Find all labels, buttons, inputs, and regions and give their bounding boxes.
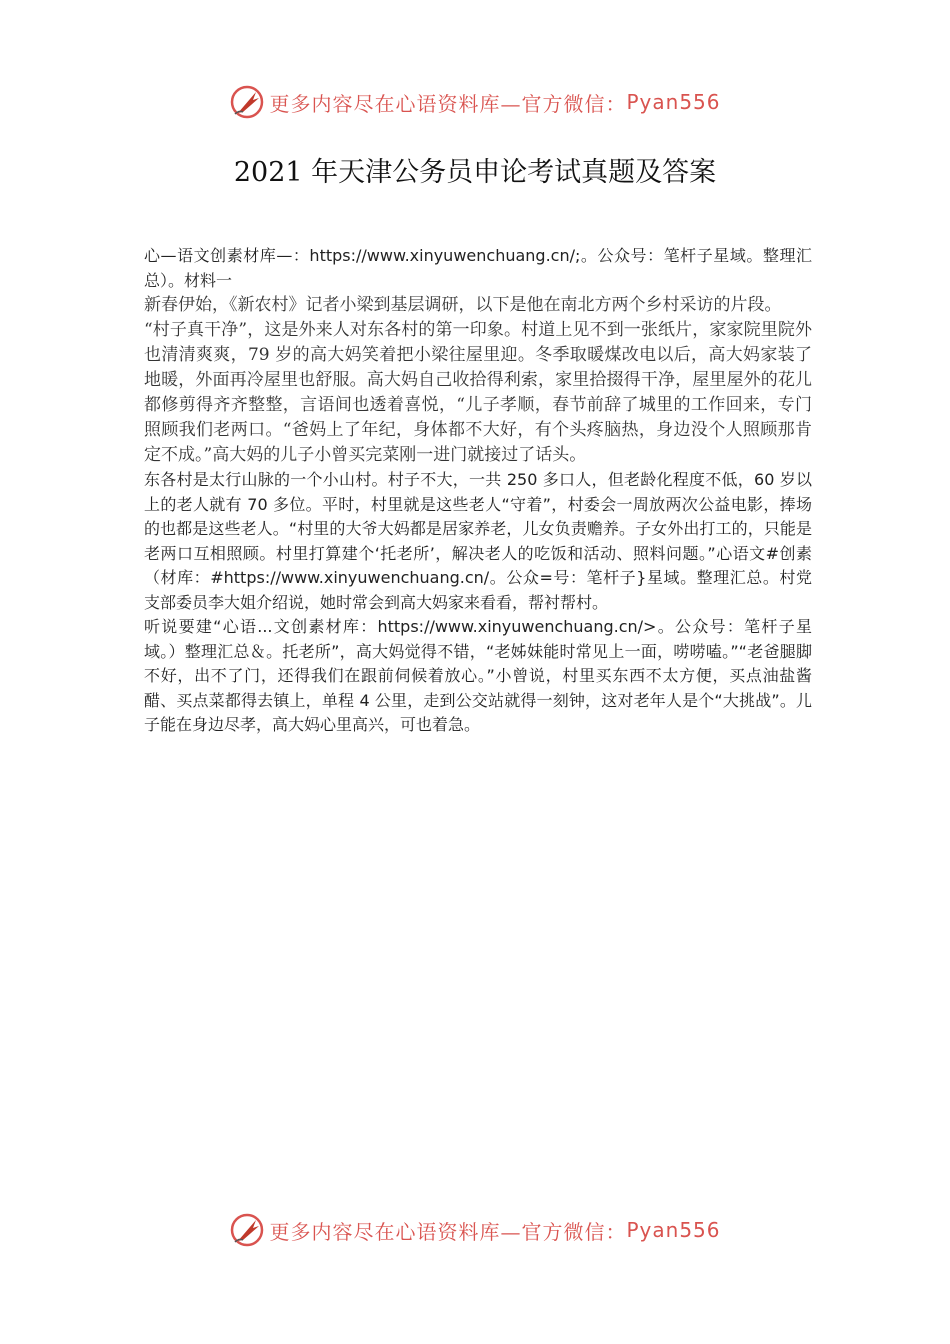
document-title: 2021 年天津公务员申论考试真题及答案: [233, 157, 717, 188]
paragraph-village-aging: 东各村是太行山脉的一个小山村。村子不大，一共 250 多口人，但老龄化程度不低，60 岁以上的老人就有 70 多位。平时，村里就是这些老人“守着”，村委会一周放两次公益电影，捧场的也都是这些老人。“村里的大爷大妈都是居家养老，儿女负责赡养。子女外出打工的，只能是老两口互相照顾。村里打算建个‘托老所’，解决老人的吃饭和活动、照料问题。”心语文#创素（材库：#https://www.xinyuwenchuang.cn/。公众=号：笔杆子}星域。整理汇总。村党支部委员李大姐介绍说，她时常会到高大妈家来看看，帮衬帮村。: [144, 470, 812, 612]
paragraph-source-note: 心—语文创素材库—：https://www.xinyuwenchuang.cn/;。公众号：笔杆子星域。整理汇总）。材料一: [144, 246, 812, 290]
header-wechat-id: Pyan556: [626, 90, 721, 114]
paragraph-care-home: 听说要建“心语...文创素材库：https://www.xinyuwenchuang.cn/>。公众号：笔杆子星域。）整理汇总＆。托老所”，高大妈觉得不错，“老姊妹能时常见上一面，唠唠嗑。”“老爸腿脚不好，出不了门，还得我们在跟前伺候着放心。”小曾说，村里买东西不太方便，买点油盐酱醋、买点菜都得去镇上，单程 4 公里，走到公交站就得一刻钟，这对老年人是个“大挑战”。儿子能在身边尽孝，高大妈心里高兴，可也着急。: [144, 617, 812, 734]
quill-logo-icon: [229, 84, 265, 120]
quill-logo-icon: [229, 1212, 265, 1248]
document-body: [144, 244, 812, 738]
footer-banner: [0, 1210, 950, 1250]
paragraph-intro: 新春伊始，《新农村》记者小梁到基层调研，以下是他在南北方两个乡村采访的片段。: [144, 295, 782, 315]
footer-wechat-id: Pyan556: [626, 1218, 721, 1242]
header-banner: [0, 82, 950, 122]
header-banner-text: 更多内容尽在心语资料库—官方微信：: [269, 91, 627, 116]
paragraph-village-clean: “村子真干净”，这是外来人对东各村的第一印象。村道上见不到一张纸片，家家院里院外也清清爽爽，79 岁的高大妈笑着把小梁往屋里迎。冬季取暖煤改电以后，高大妈家装了地暖，外面再冷屋里也舒服。高大妈自己收拾得利索，家里拾掇得干净，屋里屋外的花儿都修剪得齐齐整整，言语间也透着喜悦，“儿子孝顺，春节前辞了城里的工作回来，专门照顾我们老两口。“爸妈上了年纪，身体都不大好，有个头疼脑热，身边没个人照顾那肯定不成。”高大妈的儿子小曾买完菜刚一进门就接过了话头。: [144, 320, 812, 465]
footer-banner-text: 更多内容尽在心语资料库—官方微信：: [269, 1219, 627, 1244]
